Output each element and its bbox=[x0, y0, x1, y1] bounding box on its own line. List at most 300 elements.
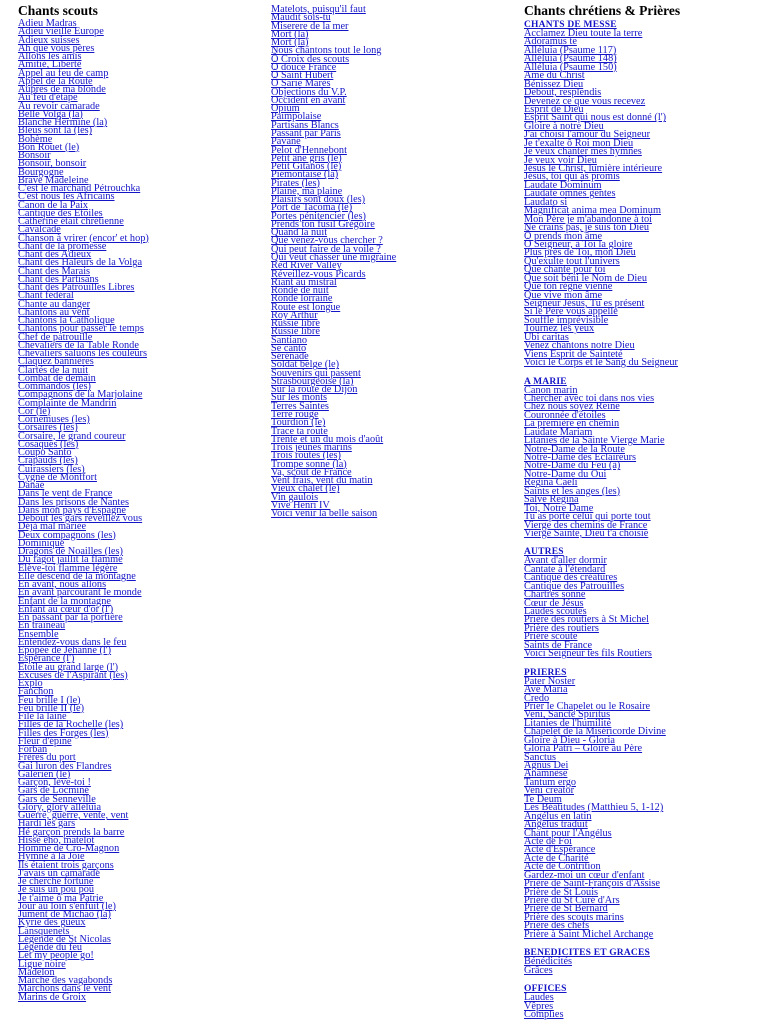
section-title[interactable]: A MARIE bbox=[524, 376, 567, 387]
song-link[interactable]: Laudato si bbox=[524, 196, 568, 208]
song-link[interactable]: Ave Maria bbox=[524, 684, 568, 696]
song-link[interactable]: Pelot d'Hennebont bbox=[271, 144, 347, 156]
song-link[interactable]: Ô Croix des scouts bbox=[271, 53, 350, 65]
song-link[interactable]: Miserere de la mer bbox=[271, 20, 349, 32]
song-link[interactable]: Cantique des Patrouilles bbox=[524, 580, 625, 592]
song-link[interactable]: Claquez bannières bbox=[18, 356, 94, 368]
song-link[interactable]: Je t'aime ô ma Patrie bbox=[18, 892, 104, 904]
song-link[interactable]: Regina Caeli bbox=[524, 477, 578, 489]
song-link[interactable]: Epopée de Jehanne (l') bbox=[18, 645, 112, 656]
song-link[interactable]: Russie libre bbox=[271, 318, 320, 330]
song-link[interactable]: Je t'exalte ô Roi mon Dieu bbox=[524, 137, 634, 149]
song-link[interactable]: Elève-toi flamme légère bbox=[18, 562, 118, 574]
song-link[interactable]: Complainte de Mandrin bbox=[18, 397, 117, 409]
list-item bbox=[524, 1008, 764, 1020]
song-link[interactable]: Brave Madeleine bbox=[18, 174, 89, 186]
song-link[interactable]: Esprit de Dieu bbox=[524, 103, 584, 115]
song-link[interactable]: Dans mon pays d'Espagne bbox=[18, 504, 126, 516]
song-link[interactable]: Souvenirs qui passent bbox=[271, 367, 361, 379]
song-link[interactable]: Cavalcade bbox=[18, 224, 61, 236]
song-link[interactable]: Espérance (l') bbox=[18, 653, 75, 665]
song-link[interactable]: Tournez les yeux bbox=[524, 323, 595, 335]
song-link[interactable]: Mon Père je m'abandonne à toi bbox=[524, 213, 652, 225]
song-link[interactable]: Madelon bbox=[18, 966, 55, 978]
song-link[interactable]: Saints de France bbox=[524, 639, 593, 651]
song-link[interactable]: Maudit sois-tu bbox=[271, 12, 331, 24]
song-link[interactable]: Voici le Corps et le Sang du Seigneur bbox=[524, 357, 678, 369]
song-link[interactable]: Prière des chefs bbox=[524, 920, 590, 932]
song-link[interactable]: Excuses de l'Aspirant (les) bbox=[18, 669, 128, 681]
song-link[interactable]: Jésus, toi qui as promis bbox=[524, 171, 620, 183]
song-link[interactable]: Pavane bbox=[271, 136, 301, 148]
song-link[interactable]: Qu'exulte tout l'univers bbox=[524, 255, 620, 267]
song-link[interactable]: Voici Seigneur tes fils Routiers bbox=[524, 648, 652, 660]
song-link[interactable]: Petit Gitanos (le) bbox=[271, 161, 342, 173]
song-link[interactable]: Piémontaise (la) bbox=[271, 169, 339, 181]
song-link[interactable]: Ô Sarie Marès bbox=[271, 78, 331, 90]
song-link[interactable]: Auprès de ma blonde bbox=[18, 84, 106, 95]
song-link[interactable]: Du fagot jaillit la flamme bbox=[18, 554, 123, 566]
song-link[interactable]: Belle Volga (la) bbox=[18, 108, 83, 120]
song-link[interactable]: Je cherche fortune bbox=[18, 876, 94, 887]
song-link[interactable]: Riant au mistral bbox=[271, 276, 337, 288]
song-link[interactable]: Chevaliers saluons les couleurs bbox=[18, 348, 147, 359]
song-link[interactable]: Jour au loin s'enfuit (le) bbox=[18, 900, 116, 912]
song-link[interactable]: Bonsoir bbox=[18, 150, 51, 161]
song-link[interactable]: Sanctus bbox=[524, 751, 557, 763]
song-link[interactable]: Enfant de la montagne bbox=[18, 595, 111, 607]
song-link[interactable]: Hymne à la Joie bbox=[18, 851, 85, 863]
song-link[interactable]: Ligue noire bbox=[18, 958, 66, 970]
song-link[interactable]: Cantate à l'étendard bbox=[524, 563, 606, 575]
song-link[interactable]: Terres Saintes bbox=[271, 400, 329, 412]
song-link[interactable]: Au revoir camarade bbox=[18, 100, 100, 112]
song-link[interactable]: Credo bbox=[524, 692, 550, 704]
song-link[interactable]: Galérien (le) bbox=[18, 768, 71, 780]
song-link[interactable]: Ronde lorraine bbox=[271, 293, 333, 305]
song-link[interactable]: Mort (la) bbox=[271, 28, 309, 40]
song-link[interactable]: Cor (le) bbox=[18, 405, 51, 417]
song-link[interactable]: Prière de St Louis bbox=[524, 886, 599, 898]
song-link[interactable]: Corsaires (les) bbox=[18, 422, 78, 434]
song-link[interactable]: C'est le marchand Pétrouchka bbox=[18, 183, 141, 194]
song-link[interactable]: Catherine était chrétienne bbox=[18, 216, 124, 227]
song-link[interactable]: Vieux chalet (le) bbox=[271, 483, 340, 495]
song-link[interactable]: Laudes scoutes bbox=[524, 606, 587, 617]
song-link[interactable]: Bleus sont là (les) bbox=[18, 125, 93, 137]
song-link[interactable]: En avant parcourant le monde bbox=[18, 587, 142, 599]
song-link[interactable]: Sérénade bbox=[271, 351, 309, 363]
song-link[interactable]: Cygne de Montfort bbox=[18, 471, 97, 483]
song-link[interactable]: Compagnons de la Marjolaine bbox=[18, 389, 143, 401]
song-link[interactable]: Toi, Notre Dame bbox=[524, 502, 594, 514]
song-link[interactable]: Devenez ce que vous recevez bbox=[524, 95, 646, 107]
song-link[interactable]: Portes pénitencier (les) bbox=[271, 210, 366, 222]
song-link[interactable]: Salve Regina bbox=[524, 494, 579, 506]
song-link[interactable]: En avant, nous allons bbox=[18, 579, 107, 590]
song-link[interactable]: Bon Rouet (le) bbox=[18, 141, 80, 153]
song-link[interactable]: Cantique des Etoiles bbox=[18, 207, 103, 219]
song-link[interactable]: Chant des Haleurs de la Volga bbox=[18, 257, 143, 269]
song-link[interactable]: Chevaliers de la Table Ronde bbox=[18, 339, 139, 351]
song-link[interactable]: Trois routes (les) bbox=[271, 450, 341, 462]
song-link[interactable]: Laudes bbox=[524, 992, 554, 1004]
song-link[interactable]: Dominique bbox=[18, 537, 65, 549]
song-link[interactable]: Prière à Saint Michel Archange bbox=[524, 928, 654, 940]
song-link[interactable]: Sur les monts bbox=[271, 392, 328, 404]
song-link[interactable]: Anamnèse bbox=[524, 768, 568, 780]
song-link[interactable]: C'est nous les Africains bbox=[18, 191, 115, 203]
song-link[interactable]: Déjà mal mariée bbox=[18, 521, 87, 533]
song-link[interactable]: Commandos (les) bbox=[18, 381, 91, 392]
song-link[interactable]: Pirates (les) bbox=[271, 177, 320, 189]
section-list bbox=[524, 557, 764, 658]
song-link[interactable]: Frères du port bbox=[18, 752, 76, 764]
song-link[interactable]: Acte de Foi bbox=[524, 835, 573, 847]
song-link[interactable]: Complies bbox=[524, 1008, 564, 1020]
song-link[interactable]: Notre-Dame du Oui bbox=[524, 468, 607, 480]
song-link[interactable]: Trompe sonne (la) bbox=[271, 458, 347, 470]
song-link[interactable]: Gardez-moi un cœur d'enfant bbox=[524, 869, 645, 881]
song-link[interactable]: Matelots, puisqu'il faut bbox=[271, 4, 366, 15]
song-link[interactable]: Roy Arthur bbox=[271, 309, 318, 321]
song-link[interactable]: Nous chantons tout le long bbox=[271, 45, 382, 57]
song-link[interactable]: Qui peut faire de la voile ? bbox=[271, 243, 381, 255]
song-link[interactable]: Corsaire, le grand coureur bbox=[18, 430, 126, 442]
song-link[interactable]: Qui veut chasser une migraine bbox=[271, 251, 397, 263]
song-link[interactable]: Cuirassiers (les) bbox=[18, 463, 85, 475]
list-item bbox=[271, 94, 521, 106]
song-link[interactable]: Sur la route de Dijon bbox=[271, 384, 358, 396]
song-link[interactable]: Prière des routiers bbox=[524, 622, 599, 634]
song-link[interactable]: Ô prends mon âme bbox=[524, 230, 603, 242]
song-link[interactable]: Strasbourgeoise (la) bbox=[271, 375, 354, 387]
song-link[interactable]: Entendez-vous dans le feu bbox=[18, 636, 127, 648]
song-link[interactable]: Garçon, lève-toi ! bbox=[18, 777, 91, 788]
song-link[interactable]: Red River Valley bbox=[271, 260, 342, 272]
song-link[interactable]: Amitié, Liberté bbox=[18, 59, 82, 71]
song-link[interactable]: Ubi caritas bbox=[524, 331, 569, 343]
song-link[interactable]: Que soit béni le Nom de Dieu bbox=[524, 272, 647, 284]
song-link[interactable]: Elle descend de la montagne bbox=[18, 570, 136, 582]
song-link[interactable]: Angélus en latin bbox=[524, 810, 592, 822]
song-link[interactable]: Fanchon bbox=[18, 686, 54, 698]
song-link[interactable]: Prends ton fusil Grégoire bbox=[271, 218, 375, 230]
song-link[interactable]: Avant d'aller dormir bbox=[524, 555, 607, 567]
song-link[interactable]: Cornemuses (les) bbox=[18, 414, 90, 425]
list-item bbox=[271, 28, 521, 40]
song-link[interactable]: Pater Noster bbox=[524, 675, 576, 687]
song-link[interactable]: Magnificat anima mea Dominum bbox=[524, 205, 661, 217]
song-link[interactable]: Vin gaulois bbox=[271, 491, 319, 503]
song-link[interactable]: Forban bbox=[18, 744, 48, 755]
song-link[interactable]: Appel de la Route bbox=[18, 75, 93, 87]
song-link[interactable]: Ensemble bbox=[18, 628, 59, 640]
song-link[interactable]: Gloire à notre Dieu bbox=[524, 120, 604, 132]
song-link[interactable]: Que ton règne vienne bbox=[524, 281, 613, 293]
song-link[interactable]: Lansquenets bbox=[18, 925, 70, 937]
song-link[interactable]: Trente et un du mois d'août bbox=[271, 433, 384, 445]
song-link[interactable]: Couronnée d'étoiles bbox=[524, 409, 606, 421]
song-link[interactable]: Let my people go! bbox=[18, 950, 94, 962]
song-link[interactable]: Chant des Adieux bbox=[18, 249, 92, 260]
song-link[interactable]: Chef de patrouille bbox=[18, 331, 93, 343]
song-link[interactable]: Santiano bbox=[271, 334, 308, 346]
song-link[interactable]: Mort (la) bbox=[271, 37, 309, 49]
song-link[interactable]: Ronde de nuit bbox=[271, 285, 329, 297]
song-link[interactable]: Explo bbox=[18, 678, 43, 689]
song-link[interactable]: Légende de St Nicolas bbox=[18, 933, 111, 945]
song-link[interactable]: Clartés de la nuit bbox=[18, 364, 89, 376]
song-link[interactable]: Tourdion (le) bbox=[271, 417, 326, 429]
song-link[interactable]: Vive Henri IV bbox=[271, 499, 330, 511]
song-link[interactable]: Va, scout de France bbox=[271, 466, 352, 478]
song-link[interactable]: Gai luron des Flandres bbox=[18, 760, 112, 772]
song-link[interactable]: Laudate Dominum bbox=[524, 179, 602, 191]
song-link[interactable]: Russie libre bbox=[271, 326, 320, 338]
song-link[interactable]: Réveillez-vous Picards bbox=[271, 268, 366, 280]
song-link[interactable]: Trace ta route bbox=[271, 425, 328, 437]
song-link[interactable]: Kyrie des gueux bbox=[18, 917, 86, 929]
song-link[interactable]: J'ai choisi l'amour du Seigneur bbox=[524, 129, 651, 141]
song-link[interactable]: Grâces bbox=[524, 964, 553, 976]
song-link[interactable]: En passant par la portière bbox=[18, 612, 123, 623]
song-link[interactable]: Coupo Santo bbox=[18, 447, 72, 458]
song-link[interactable]: Notre-Dame de la Route bbox=[524, 443, 625, 455]
song-link[interactable]: J'avais un camarade bbox=[18, 867, 100, 879]
song-link[interactable]: Voici venir la belle saison bbox=[271, 508, 378, 520]
song-link[interactable]: Acte de Contrition bbox=[524, 861, 601, 873]
song-link[interactable]: Angélus traduit bbox=[524, 819, 588, 831]
section-title[interactable]: PRIERES bbox=[524, 667, 567, 678]
section-title[interactable]: BENEDICITES ET GRACES bbox=[524, 948, 650, 959]
song-link[interactable]: Opium bbox=[271, 103, 300, 115]
song-link[interactable]: Marchons dans le vent bbox=[18, 983, 111, 995]
song-link[interactable]: Bénissez Dieu bbox=[524, 78, 584, 90]
list-item bbox=[18, 669, 268, 681]
song-link[interactable]: Fleur d'épine bbox=[18, 735, 72, 747]
song-link[interactable]: Cosaques (les) bbox=[18, 438, 79, 450]
song-link[interactable]: Hé garçon prends la barre bbox=[18, 826, 125, 838]
song-link[interactable]: Venez chantons notre Dieu bbox=[524, 340, 635, 352]
song-link[interactable]: Chantons la Catholique bbox=[18, 315, 115, 326]
song-link[interactable]: Feu brille II (le) bbox=[18, 702, 85, 714]
song-link[interactable]: Appel au feu de camp bbox=[18, 67, 109, 79]
heading-chants-chretiens: Chants chrétiens & Prières bbox=[524, 3, 681, 18]
song-link[interactable]: La première en chemin bbox=[524, 418, 620, 430]
song-link[interactable]: Passant par Paris bbox=[271, 127, 341, 139]
song-link[interactable]: Blanche Hermine (la) bbox=[18, 117, 108, 128]
song-link[interactable]: Dragons de Noailles (les) bbox=[18, 546, 123, 557]
song-link[interactable]: Bonsoir, bonsoir bbox=[18, 158, 87, 170]
song-link[interactable]: Combat de demain bbox=[18, 372, 96, 384]
song-link[interactable]: Veni creator bbox=[524, 785, 575, 797]
song-link[interactable]: Chercher avec toi dans nos vies bbox=[524, 392, 655, 404]
song-link[interactable]: Ô douce France bbox=[271, 61, 337, 73]
song-link[interactable]: Vent frais, vent du matin bbox=[271, 475, 373, 487]
song-link[interactable]: Feu brille I (le) bbox=[18, 694, 81, 706]
song-link[interactable]: Occident en avant bbox=[271, 94, 346, 106]
song-link[interactable]: Prière des scouts marins bbox=[524, 911, 624, 923]
song-link[interactable]: Objections du V.P. bbox=[271, 86, 347, 98]
song-link[interactable]: Litanies de l'humilité bbox=[524, 717, 612, 729]
song-link[interactable]: En traîneau bbox=[18, 620, 66, 632]
song-link[interactable]: Gars de Senneville bbox=[18, 793, 96, 805]
song-link[interactable]: Bourgogne bbox=[18, 166, 64, 178]
song-link[interactable]: Hardi les gars bbox=[18, 818, 76, 830]
song-link[interactable]: Chant des Marais bbox=[18, 265, 91, 277]
song-link[interactable]: Jument de Michao (la) bbox=[18, 909, 111, 920]
song-link[interactable]: Alléluia (Psaume 117) bbox=[524, 44, 617, 56]
song-link[interactable]: Canon marin bbox=[524, 384, 578, 396]
song-link[interactable]: Au feu d'étape bbox=[18, 92, 78, 104]
song-link[interactable]: Bohème bbox=[18, 133, 53, 145]
song-link[interactable]: Enfant au cœur d'or (l') bbox=[18, 603, 114, 615]
song-link[interactable]: Paimpolaise bbox=[271, 111, 322, 123]
song-link[interactable]: Prière du St Curé d'Ars bbox=[524, 895, 620, 906]
song-link[interactable]: Chapelet de la Miséricorde Divine bbox=[524, 726, 666, 738]
song-link[interactable]: Marche des vagabonds bbox=[18, 975, 113, 986]
song-link[interactable]: Chant pour l'Angélus bbox=[524, 827, 612, 839]
song-link[interactable]: Vierge des chemins de France bbox=[524, 519, 648, 531]
song-link[interactable]: Port de Tacoma (le) bbox=[271, 202, 353, 214]
list-item bbox=[18, 397, 268, 409]
section-title[interactable]: OFFICES bbox=[524, 984, 567, 995]
song-link[interactable]: Acte de Charité bbox=[524, 852, 589, 864]
song-link[interactable]: Seigneur Jésus, Tu es présent bbox=[524, 298, 645, 309]
song-link[interactable]: Trois jeunes marins bbox=[271, 442, 352, 454]
song-link[interactable]: Chante au danger bbox=[18, 298, 91, 310]
song-link[interactable]: Ô Saint Hubert bbox=[271, 70, 334, 82]
song-link[interactable]: Cœur de Jésus bbox=[524, 597, 584, 609]
song-link[interactable]: Guerre, guerre, vente, vent bbox=[18, 810, 129, 821]
song-link[interactable]: Quand la nuit bbox=[271, 227, 328, 239]
song-link[interactable]: Ô Seigneur, à Toi la gloire bbox=[524, 238, 633, 250]
song-link[interactable]: Adieu vieille Europe bbox=[18, 26, 104, 38]
song-link[interactable]: Gloria Patri – Gloire au Père bbox=[524, 743, 643, 755]
song-link[interactable]: Acclamez Dieu toute la terre bbox=[524, 28, 643, 39]
song-link[interactable]: Terre rouge bbox=[271, 409, 319, 421]
song-link[interactable]: Vierge Sainte, Dieu t'a choisie bbox=[524, 527, 649, 539]
song-link[interactable]: Gloire à Dieu - Gloria bbox=[524, 734, 615, 746]
song-link[interactable]: Te Deum bbox=[524, 793, 562, 805]
song-link[interactable]: Chant de la promesse bbox=[18, 240, 107, 252]
song-link[interactable]: Chanson à vrirer (encor' et hop) bbox=[18, 232, 149, 244]
song-link[interactable]: Laudate Mariam bbox=[524, 426, 593, 438]
song-link[interactable]: Se canto bbox=[271, 342, 307, 354]
song-link[interactable]: Veni, Sancte Spiritus bbox=[524, 709, 611, 721]
song-link[interactable]: Je veux chanter mes hymnes bbox=[524, 146, 642, 158]
song-link[interactable]: Chartres sonne bbox=[524, 589, 586, 601]
song-link[interactable]: Dans les prisons de Nantes bbox=[18, 496, 129, 508]
song-link[interactable]: Deux compagnons (les) bbox=[18, 529, 116, 541]
song-link[interactable]: Jésus le Christ, lumière intérieure bbox=[524, 163, 663, 174]
song-link[interactable]: Danaé bbox=[18, 480, 45, 491]
song-link[interactable]: Prier le Chapelet ou le Rosaire bbox=[524, 700, 651, 712]
song-link[interactable]: Ah que vous pères bbox=[18, 42, 95, 54]
song-link[interactable]: Plaisirs sont doux (les) bbox=[271, 194, 366, 206]
song-link[interactable]: File la laine bbox=[18, 711, 67, 722]
song-link[interactable]: Prière de St Bernard bbox=[524, 903, 608, 915]
song-link[interactable]: Canon de la Paix bbox=[18, 199, 89, 211]
song-link[interactable]: Ne crains pas, je suis ton Dieu bbox=[524, 222, 649, 234]
song-link[interactable]: Agnus Dei bbox=[524, 760, 569, 771]
song-link[interactable]: Vêpres bbox=[524, 1000, 554, 1012]
song-link[interactable]: Adieux suisses bbox=[18, 34, 80, 46]
song-link[interactable]: Crapauds (les) bbox=[18, 455, 78, 467]
song-link[interactable]: Petit âne gris (le) bbox=[271, 152, 342, 164]
song-link[interactable]: Les Béatitudes (Matthieu 5, 1-12) bbox=[524, 802, 664, 814]
song-link[interactable]: Adoramus te bbox=[524, 36, 577, 48]
song-link[interactable]: Allons les amis bbox=[18, 51, 82, 62]
song-link[interactable]: Légende du feu bbox=[18, 942, 83, 953]
song-link[interactable]: Partisans Blancs bbox=[271, 119, 339, 131]
section-title[interactable]: CHANTS DE MESSE bbox=[524, 20, 617, 30]
song-link[interactable]: Marins de Groix bbox=[18, 991, 87, 1003]
song-link[interactable]: Litanies de la Sainte Vierge Marie bbox=[524, 435, 665, 447]
song-link[interactable]: Que vive mon âme bbox=[524, 289, 603, 301]
song-link[interactable]: Alléluia (Psaume 150) bbox=[524, 61, 617, 73]
song-link[interactable]: Gars de Locminé bbox=[18, 785, 89, 797]
song-link[interactable]: Prière scoute bbox=[524, 631, 578, 643]
song-link[interactable]: Prière de Saint-François d'Assise bbox=[524, 878, 660, 890]
song-link[interactable]: Que venez-vous chercher ? bbox=[271, 235, 383, 247]
song-link[interactable]: Que chante pour toi bbox=[524, 264, 606, 276]
song-link[interactable]: Notre-Dame des Eclaireurs bbox=[524, 452, 637, 463]
song-link[interactable]: Alléluia (Psaume 148) bbox=[524, 53, 617, 65]
song-link[interactable]: Je veux voir Dieu bbox=[524, 154, 597, 166]
song-link[interactable]: Glory, glory alléluia bbox=[18, 801, 102, 813]
song-link[interactable]: Hisse êho, matelot bbox=[18, 834, 95, 846]
song-link[interactable]: Dans le vent de France bbox=[18, 488, 113, 500]
song-link[interactable]: Souffle imprévisible bbox=[524, 314, 609, 326]
song-link[interactable]: Je suis un pou pou bbox=[18, 884, 95, 896]
song-link[interactable]: Viens Esprit de Sainteté bbox=[524, 348, 623, 360]
section-title[interactable]: AUTRES bbox=[524, 547, 564, 558]
song-link[interactable]: Si le Père vous appelle bbox=[524, 306, 618, 318]
song-link[interactable]: Chant des Partisans bbox=[18, 273, 99, 285]
song-link[interactable]: Ils étaient trois garçons bbox=[18, 859, 114, 871]
song-link[interactable]: Ame du Christ bbox=[524, 70, 585, 82]
song-link[interactable]: Filles de la Rochelle (les) bbox=[18, 719, 124, 731]
song-link[interactable]: Acte d'Espérance bbox=[524, 844, 596, 856]
song-link[interactable]: Etoile au grand large (l') bbox=[18, 661, 119, 673]
song-link[interactable]: Prière des routiers à St Michel bbox=[524, 614, 649, 626]
song-link[interactable]: Cantique des créatures bbox=[524, 572, 618, 584]
song-link[interactable]: Plus près de Toi, mon Dieu bbox=[524, 247, 636, 259]
song-link[interactable]: Homme de Cro-Magnon bbox=[18, 843, 120, 854]
song-link[interactable]: Tu as porté celui qui porte tout bbox=[524, 511, 651, 523]
song-link[interactable]: Bénédicités bbox=[524, 956, 573, 968]
song-link[interactable]: Chant des Patrouilles Libres bbox=[18, 282, 135, 293]
song-link[interactable]: Esprit Saint qui nous est donné (l') bbox=[524, 112, 666, 124]
song-link[interactable]: Plaine, ma plaine bbox=[271, 185, 343, 197]
song-link[interactable]: Adieu Madras bbox=[18, 18, 77, 29]
song-link[interactable]: Saints et les anges (les) bbox=[524, 485, 621, 497]
song-link[interactable]: Chantons pour passer le temps bbox=[18, 323, 144, 335]
song-link[interactable]: Tantum ergo bbox=[524, 776, 576, 788]
song-link[interactable]: Debout les gars réveillez vous bbox=[18, 513, 143, 524]
song-link[interactable]: Chez nous soyez Reine bbox=[524, 401, 620, 413]
song-link[interactable]: Chantons au vent bbox=[18, 306, 90, 318]
song-link[interactable]: Route est longue bbox=[271, 301, 341, 313]
song-link[interactable]: Filles des Forges (les) bbox=[18, 727, 109, 739]
song-link[interactable]: Debout, resplendis bbox=[524, 87, 602, 99]
song-link[interactable]: Laudate omnes gentes bbox=[524, 188, 616, 200]
song-link[interactable]: Chant fédéral bbox=[18, 290, 74, 302]
song-link[interactable]: Soldat belge (le) bbox=[271, 359, 340, 371]
song-link[interactable]: Notre-Dame du Feu (à) bbox=[524, 460, 621, 472]
